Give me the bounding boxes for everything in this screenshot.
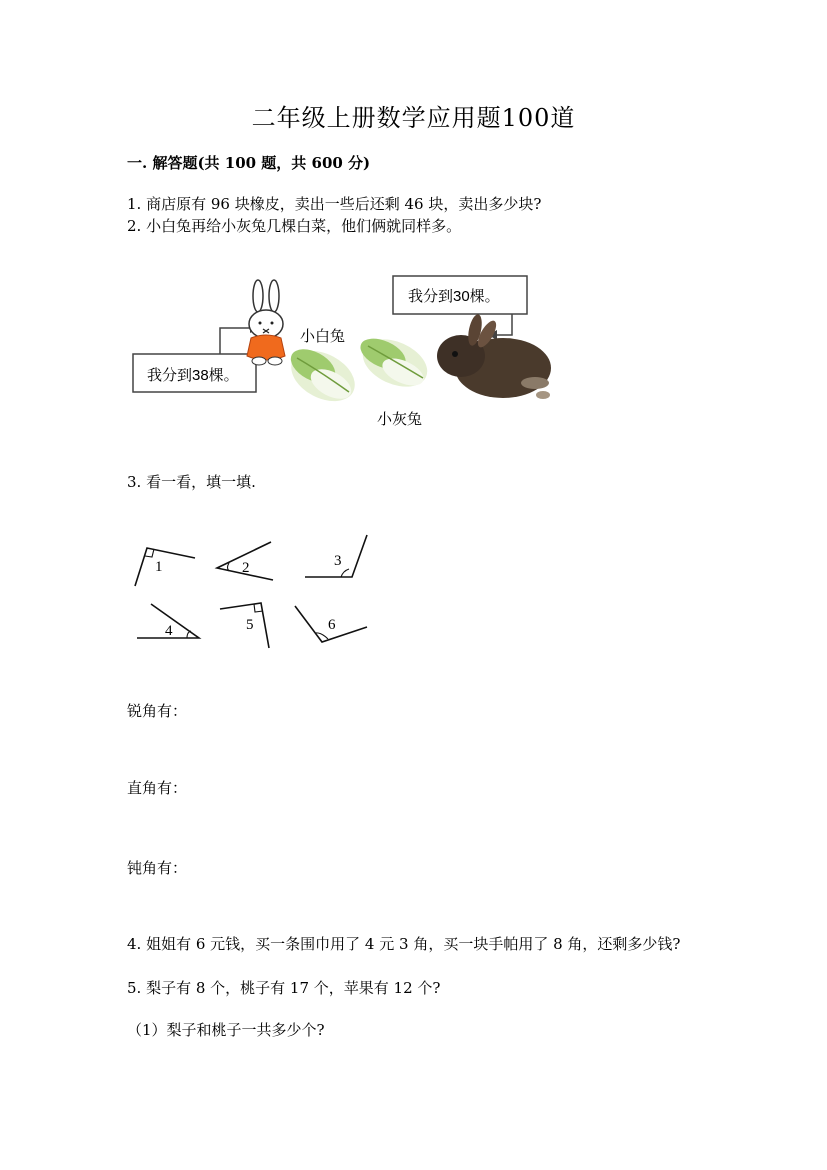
angle-label-6: 6	[328, 617, 336, 633]
angle-label-4: 4	[165, 623, 173, 639]
gray-rabbit-icon	[437, 313, 551, 399]
white-rabbit-label: 小白兔	[300, 328, 346, 345]
angle-arc-icon	[341, 569, 349, 577]
question-5: 5. 梨子有 8 个，桃子有 17 个，苹果有 12 个?	[127, 979, 441, 997]
gray-rabbit-label: 小灰兔	[377, 411, 423, 428]
arrow-to-gray-rabbit	[497, 314, 512, 335]
gray-rabbit-speech: 我分到30棵。	[408, 288, 500, 305]
cabbage-icon	[355, 330, 434, 396]
question-5-sub-1: （1）梨子和桃子一共多少个?	[127, 1021, 325, 1039]
angle-label-1: 1	[155, 559, 163, 575]
question-1: 1. 商店原有 96 块橡皮，卖出一些后还剩 46 块，卖出多少块?	[127, 195, 542, 213]
arrow-to-white-rabbit	[220, 328, 250, 354]
angle-label-3: 3	[334, 553, 342, 569]
rabbit-cabbage-figure	[125, 268, 555, 438]
angle-figure	[125, 528, 375, 653]
angle-5-lines	[220, 603, 269, 648]
cabbage-icon	[283, 341, 364, 412]
obtuse-angle-label: 钝角有：	[127, 859, 188, 877]
angle-1-lines	[135, 548, 195, 586]
question-4: 4. 姐姐有 6 元钱，买一条围巾用了 4 元 3 角，买一块手帕用了 8 角，还剩多少钱?	[127, 935, 681, 953]
angle-label-5: 5	[246, 617, 254, 633]
question-2: 2. 小白兔再给小灰兔几棵白菜，他们俩就同样多。	[127, 217, 462, 235]
right-angle-label: 直角有：	[127, 779, 188, 797]
angle-label-2: 2	[242, 560, 250, 576]
white-rabbit-speech: 我分到38棵。	[147, 367, 239, 384]
white-rabbit-icon	[247, 280, 285, 365]
section-heading: 一. 解答题(共 100 题，共 600 分)	[127, 154, 371, 172]
page-title: 二年级上册数学应用题100道	[251, 104, 576, 132]
acute-angle-label: 锐角有：	[127, 702, 188, 720]
question-3: 3. 看一看，填一填.	[127, 473, 256, 491]
